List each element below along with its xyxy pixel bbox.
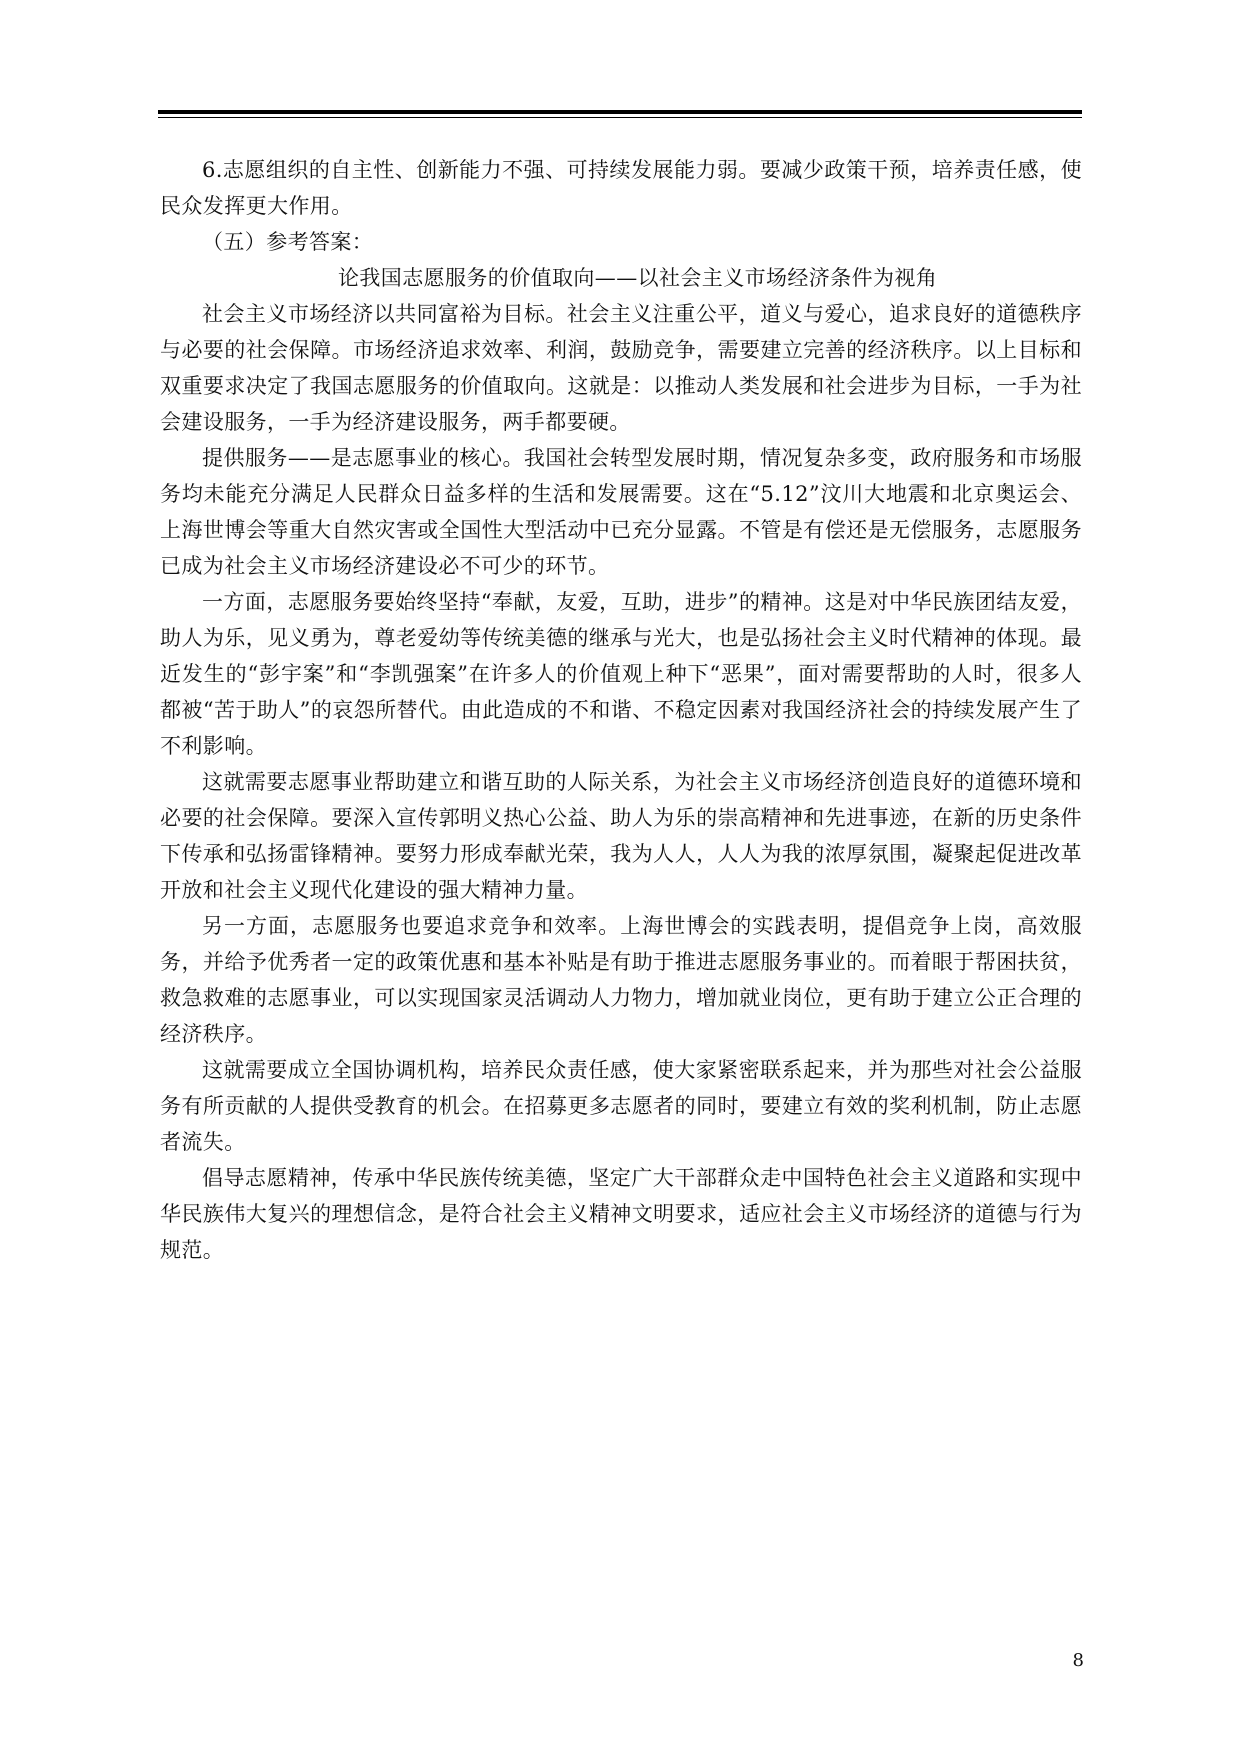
page-number: 8	[1072, 1650, 1084, 1671]
paragraph: 倡导志愿精神，传承中华民族传统美德，坚定广大干部群众走中国特色社会主义道路和实现中华民族伟大复兴的理想信念，是符合社会主义精神文明要求，适应社会主义市场经济的道德与行为规范。	[160, 1166, 1082, 1262]
header-rule-thick	[158, 110, 1082, 114]
paragraph: 社会主义市场经济以共同富裕为目标。社会主义注重公平，道义与爱心，追求良好的道德秩序与必要的社会保障。市场经济追求效率、利润，鼓励竞争，需要建立完善的经济秩序。以上目标和双重要求决定了我国志愿服务的价值取向。这就是：以推动人类发展和社会进步为目标，一手为社会建设服务，一手为经济建设服务，两手都要硬。	[160, 302, 1082, 434]
document-body	[160, 152, 1082, 1268]
paragraph-item-6: 6.志愿组织的自主性、创新能力不强、可持续发展能力弱。要减少政策干预，培养责任感，使民众发挥更大作用。	[160, 158, 1082, 218]
essay-title: 论我国志愿服务的价值取向——以社会主义市场经济条件为视角	[338, 266, 938, 290]
paragraph: 提供服务——是志愿事业的核心。我国社会转型发展时期，情况复杂多变，政府服务和市场服务均未能充分满足人民群众日益多样的生活和发展需要。这在“5.12”汶川大地震和北京奥运会、上海世博会等重大自然灾害或全国性大型活动中已充分显露。不管是有偿还是无偿服务，志愿服务已成为社会主义市场经济建设必不可少的环节。	[160, 446, 1082, 578]
paragraph: 另一方面，志愿服务也要追求竞争和效率。上海世博会的实践表明，提倡竞争上岗，高效服务，并给予优秀者一定的政策优惠和基本补贴是有助于推进志愿服务事业的。而着眼于帮困扶贫，救急救难的志愿事业，可以实现国家灵活调动人力物力，增加就业岗位，更有助于建立公正合理的经济秩序。	[160, 914, 1082, 1046]
header-rule-thin	[158, 117, 1082, 118]
paragraph: 这就需要志愿事业帮助建立和谐互助的人际关系，为社会主义市场经济创造良好的道德环境和必要的社会保障。要深入宣传郭明义热心公益、助人为乐的崇高精神和先进事迹，在新的历史条件下传承和弘扬雷锋精神。要努力形成奉献光荣，我为人人，人人为我的浓厚氛围，凝聚起促进改革开放和社会主义现代化建设的强大精神力量。	[160, 770, 1082, 902]
section-heading-reference-answer: （五）参考答案：	[202, 230, 374, 254]
paragraph: 一方面，志愿服务要始终坚持“奉献，友爱，互助，进步”的精神。这是对中华民族团结友爱，助人为乐，见义勇为，尊老爱幼等传统美德的继承与光大，也是弘扬社会主义时代精神的体现。最近发生的“彭宇案”和“李凯强案”在许多人的价值观上种下“恶果”，面对需要帮助的人时，很多人都被“苦于助人”的哀怨所替代。由此造成的不和谐、不稳定因素对我国经济社会的持续发展产生了不利影响。	[160, 590, 1082, 758]
paragraph: 这就需要成立全国协调机构，培养民众责任感，使大家紧密联系起来，并为那些对社会公益服务有所贡献的人提供受教育的机会。在招募更多志愿者的同时，要建立有效的奖利机制，防止志愿者流失。	[160, 1058, 1082, 1154]
